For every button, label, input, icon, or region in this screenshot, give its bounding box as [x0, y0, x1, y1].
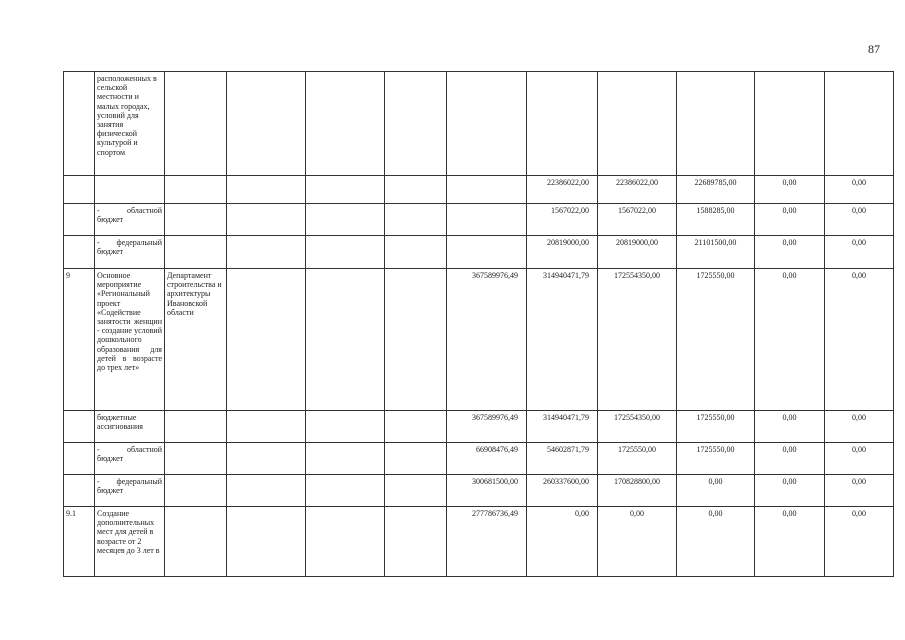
value-cell: 20819000,00: [527, 236, 598, 269]
value-cell: 0,00: [755, 236, 825, 269]
value-cell: 0,00: [825, 475, 894, 507]
value-cell: [677, 72, 755, 176]
empty-cell: [385, 176, 447, 204]
value-cell: 0,00: [755, 176, 825, 204]
empty-cell: [306, 236, 385, 269]
empty-cell: [227, 176, 306, 204]
value-cell: 367589976,49: [447, 269, 527, 411]
row-name: - федеральный бюджет: [95, 236, 165, 269]
value-cell: 66908476,49: [447, 443, 527, 475]
value-cell: 0,00: [755, 411, 825, 443]
value-cell: 21101500,00: [677, 236, 755, 269]
value-cell: 0,00: [755, 443, 825, 475]
value-cell: 0,00: [755, 269, 825, 411]
empty-cell: [227, 411, 306, 443]
row-executor: [165, 72, 227, 176]
value-cell: [527, 72, 598, 176]
value-cell: 1725550,00: [677, 269, 755, 411]
value-cell: 260337600,00: [527, 475, 598, 507]
empty-cell: [306, 475, 385, 507]
empty-cell: [385, 475, 447, 507]
value-cell: 314940471,79: [527, 411, 598, 443]
value-cell: 1725550,00: [677, 443, 755, 475]
value-cell: 0,00: [677, 507, 755, 577]
row-executor: Департамент строительства и архитектуры Ивановской области: [165, 269, 227, 411]
row-name: Создание дополнительных мест для детей в возрасте от 2 месяцев до 3 лет в: [95, 507, 165, 577]
empty-cell: [385, 269, 447, 411]
empty-cell: [306, 176, 385, 204]
row-number: [64, 236, 95, 269]
page-number: 87: [868, 42, 880, 56]
empty-cell: [385, 507, 447, 577]
empty-cell: [227, 72, 306, 176]
row-name: [95, 176, 165, 204]
value-cell: 300681500,00: [447, 475, 527, 507]
value-cell: 22386022,00: [598, 176, 677, 204]
table-row: [64, 72, 894, 176]
value-cell: 1567022,00: [527, 204, 598, 236]
empty-cell: [227, 269, 306, 411]
table-row: [64, 176, 894, 204]
row-name: - областной бюджет: [95, 443, 165, 475]
value-cell: 1725550,00: [677, 411, 755, 443]
empty-cell: [227, 236, 306, 269]
table-row: [64, 443, 894, 475]
value-cell: [447, 204, 527, 236]
empty-cell: [227, 475, 306, 507]
value-cell: [447, 236, 527, 269]
table-row: [64, 236, 894, 269]
value-cell: 0,00: [825, 507, 894, 577]
row-name: бюджетные ассигнования: [95, 411, 165, 443]
empty-cell: [306, 269, 385, 411]
row-executor: [165, 475, 227, 507]
value-cell: 20819000,00: [598, 236, 677, 269]
value-cell: 0,00: [527, 507, 598, 577]
value-cell: [825, 72, 894, 176]
empty-cell: [385, 236, 447, 269]
row-executor: [165, 176, 227, 204]
row-number: 9: [64, 269, 95, 411]
row-number: [64, 475, 95, 507]
row-number: [64, 176, 95, 204]
value-cell: 1588285,00: [677, 204, 755, 236]
empty-cell: [227, 507, 306, 577]
empty-cell: [385, 204, 447, 236]
table-row: [64, 411, 894, 443]
row-number: [64, 411, 95, 443]
row-name: - федеральный бюджет: [95, 475, 165, 507]
value-cell: [447, 72, 527, 176]
value-cell: 22689785,00: [677, 176, 755, 204]
row-name: - областной бюджет: [95, 204, 165, 236]
value-cell: [755, 72, 825, 176]
value-cell: 314940471,79: [527, 269, 598, 411]
table-row: [64, 269, 894, 411]
row-executor: [165, 236, 227, 269]
value-cell: 54602871,79: [527, 443, 598, 475]
row-executor: [165, 411, 227, 443]
value-cell: 170828800,00: [598, 475, 677, 507]
budget-table: [63, 71, 894, 577]
row-name: Основное мероприятие «Региональный проект «Содействие занятости женщин - создание условий дошкольного образования для детей в возрасте до трех лет»: [95, 269, 165, 411]
table-row: [64, 475, 894, 507]
row-name: расположенных в сельской местности и малых городах, условий для занятия физической культурой и спортом: [95, 72, 165, 176]
row-number: 9.1: [64, 507, 95, 577]
empty-cell: [227, 443, 306, 475]
value-cell: 0,00: [825, 176, 894, 204]
value-cell: 0,00: [598, 507, 677, 577]
value-cell: 367589976,49: [447, 411, 527, 443]
row-number: [64, 204, 95, 236]
table-row: [64, 507, 894, 577]
value-cell: 172554350,00: [598, 269, 677, 411]
empty-cell: [227, 204, 306, 236]
value-cell: 0,00: [825, 269, 894, 411]
row-executor: [165, 443, 227, 475]
empty-cell: [306, 507, 385, 577]
value-cell: 1725550,00: [598, 443, 677, 475]
row-executor: [165, 507, 227, 577]
row-number: [64, 443, 95, 475]
empty-cell: [306, 443, 385, 475]
value-cell: 0,00: [825, 204, 894, 236]
value-cell: 0,00: [755, 475, 825, 507]
value-cell: 0,00: [755, 507, 825, 577]
value-cell: [598, 72, 677, 176]
empty-cell: [385, 411, 447, 443]
row-executor: [165, 204, 227, 236]
value-cell: 0,00: [825, 443, 894, 475]
empty-cell: [306, 204, 385, 236]
value-cell: 0,00: [755, 204, 825, 236]
value-cell: 0,00: [825, 411, 894, 443]
value-cell: 0,00: [825, 236, 894, 269]
value-cell: 172554350,00: [598, 411, 677, 443]
empty-cell: [385, 72, 447, 176]
value-cell: 277786736,49: [447, 507, 527, 577]
table-row: [64, 204, 894, 236]
value-cell: 0,00: [677, 475, 755, 507]
value-cell: [447, 176, 527, 204]
empty-cell: [306, 72, 385, 176]
value-cell: 22386022,00: [527, 176, 598, 204]
row-number: [64, 72, 95, 176]
empty-cell: [306, 411, 385, 443]
empty-cell: [385, 443, 447, 475]
value-cell: 1567022,00: [598, 204, 677, 236]
